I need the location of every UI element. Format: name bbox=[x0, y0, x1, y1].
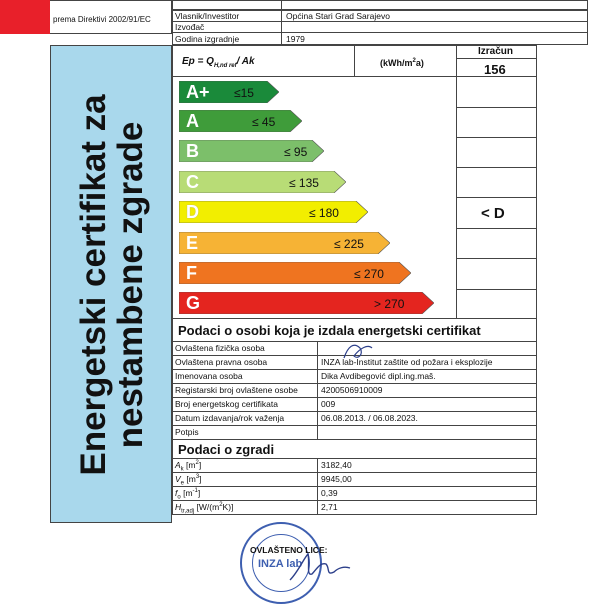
issuer-signature-mark bbox=[340, 338, 376, 364]
certificate-side-panel bbox=[50, 45, 172, 523]
year-value-cell bbox=[281, 32, 588, 45]
issuer-title: Podaci o osobi koja je izdala energetski certifikat bbox=[178, 323, 481, 338]
energy-class-bar bbox=[179, 201, 368, 223]
result-row-line bbox=[456, 197, 537, 198]
result-row-line bbox=[456, 258, 537, 259]
energy-class-range: ≤ 180 bbox=[309, 206, 339, 220]
issuer-value-cell bbox=[317, 425, 537, 440]
calc-divider bbox=[456, 58, 537, 59]
year-label: Godina izgradnje bbox=[175, 34, 240, 44]
header-top-cell bbox=[172, 0, 282, 10]
year-value: 1979 bbox=[286, 34, 305, 44]
energy-class-bar bbox=[179, 81, 279, 103]
issuer-label: Ovlaštena fizička osoba bbox=[175, 343, 265, 353]
issuer-value: 4200506910009 bbox=[321, 385, 383, 395]
building-label: $H_{tr,adj}$ $[W/(m^2K)]$ bbox=[175, 502, 234, 515]
energy-class-letter: A+ bbox=[186, 82, 210, 102]
issuer-value: 009 bbox=[321, 399, 336, 409]
energy-class-letter: D bbox=[186, 202, 199, 222]
energy-class-range: ≤ 225 bbox=[334, 237, 364, 251]
energy-class-range: ≤ 135 bbox=[289, 176, 319, 190]
energy-class-bar bbox=[179, 171, 346, 193]
calc-value: 156 bbox=[484, 62, 506, 77]
energy-class-letter: C bbox=[186, 172, 199, 192]
energy-class-bar bbox=[179, 262, 411, 284]
energy-class-bar bbox=[179, 110, 302, 132]
energy-class-range: ≤ 95 bbox=[284, 145, 308, 159]
stamp-line2: INZA lab bbox=[258, 558, 303, 570]
building-value: 9945,00 bbox=[321, 474, 352, 484]
energy-class-range: ≤ 45 bbox=[252, 115, 276, 129]
certificate-title-line2: nestambene zgrade bbox=[111, 121, 150, 449]
formula-text: $Ep = Q_{H,nd ref}/$ Ak bbox=[182, 56, 255, 69]
building-value-cell bbox=[317, 500, 537, 515]
unit-text: $(kWh/m^2a)$ bbox=[380, 58, 424, 68]
header-top-cell bbox=[281, 0, 588, 10]
directive-text: prema Direktivi 2002/91/EC bbox=[53, 15, 151, 24]
building-label: $A_k$ $[m^2]$ bbox=[175, 460, 202, 473]
building-label: $V_e$ $[m^3]$ bbox=[175, 474, 202, 487]
logo-block bbox=[0, 0, 50, 34]
owner-value: Općina Stari Grad Sarajevo bbox=[286, 11, 390, 21]
energy-class-range: ≤15 bbox=[234, 86, 254, 100]
result-class: < D bbox=[481, 205, 505, 222]
building-value: 0,39 bbox=[321, 488, 338, 498]
energy-class-bar bbox=[179, 140, 324, 162]
issuer-label: Datum izdavanja/rok važenja bbox=[175, 413, 285, 423]
signature-mark bbox=[286, 550, 356, 590]
building-value: 3182,40 bbox=[321, 460, 352, 470]
energy-class-letter: F bbox=[186, 263, 197, 283]
energy-class-range: > 270 bbox=[374, 297, 405, 311]
contractor-label: Izvođač bbox=[175, 22, 205, 32]
result-row-line bbox=[456, 289, 537, 290]
certificate-title bbox=[75, 60, 149, 510]
building-value-cell bbox=[317, 486, 537, 501]
issuer-label: Ovlaštena pravna osoba bbox=[175, 357, 268, 367]
building-title: Podaci o zgradi bbox=[178, 442, 275, 457]
energy-class-bar bbox=[179, 232, 390, 254]
result-row-line bbox=[456, 167, 537, 168]
calc-label: Izračun bbox=[478, 46, 514, 57]
result-row-line bbox=[456, 228, 537, 229]
issuer-value: 06.08.2013. / 06.08.2023. bbox=[321, 413, 418, 423]
building-label: $f_o$ $[m^{-1}]$ bbox=[175, 488, 201, 501]
issuer-value: Dika Avdibegović dipl.ing.maš. bbox=[321, 371, 436, 381]
issuer-value: INZA lab-Institut zaštite od požara i eksplozije bbox=[321, 357, 493, 367]
energy-class-letter: B bbox=[186, 141, 199, 161]
energy-class-bar bbox=[179, 292, 434, 314]
issuer-label: Potpis bbox=[175, 427, 199, 437]
stamp-line1: OVLAŠTENO LICE: bbox=[250, 545, 328, 555]
issuer-label: Registarski broj ovlaštene osobe bbox=[175, 385, 298, 395]
issuer-label: Imenovana osoba bbox=[175, 371, 243, 381]
result-row-line bbox=[456, 137, 537, 138]
building-value: 2,71 bbox=[321, 502, 338, 512]
certificate-title-line1: Energetski certifikat za bbox=[74, 94, 113, 476]
result-row-line bbox=[456, 107, 537, 108]
energy-class-letter: A bbox=[186, 111, 199, 131]
owner-label: Vlasnik/Investitor bbox=[175, 11, 240, 21]
energy-class-letter: E bbox=[186, 233, 199, 253]
issuer-value-cell bbox=[317, 397, 537, 412]
energy-class-letter: G bbox=[186, 293, 201, 313]
issuer-label: Broj energetskog certifikata bbox=[175, 399, 278, 409]
energy-class-range: ≤ 270 bbox=[354, 267, 384, 281]
